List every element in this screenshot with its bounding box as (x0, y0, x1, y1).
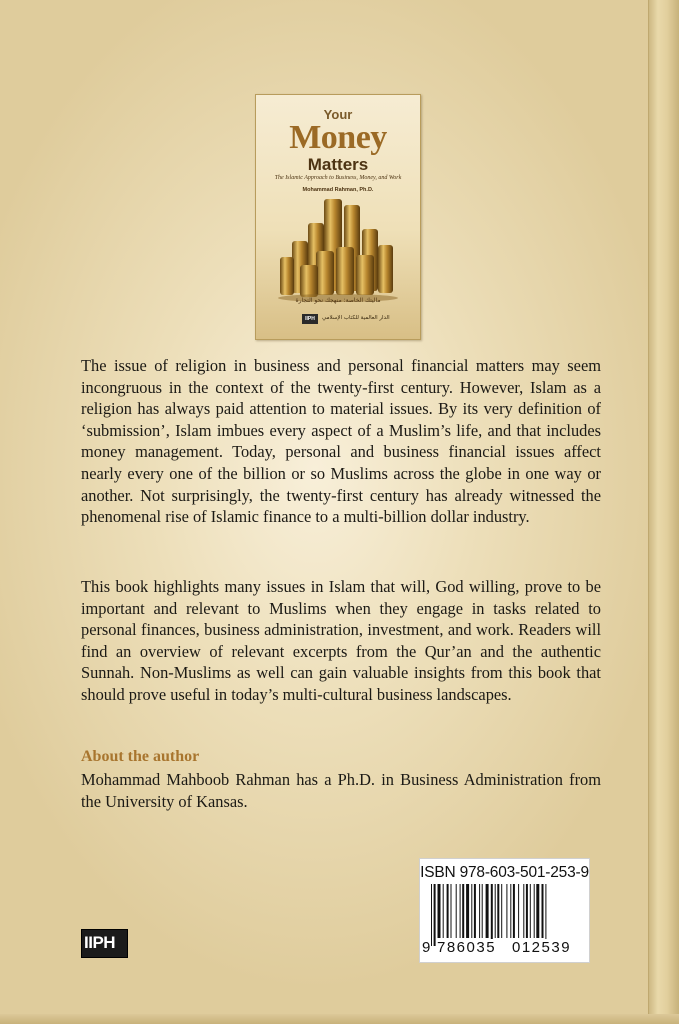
barcode-bar (434, 884, 436, 946)
barcode-bar (506, 884, 507, 938)
barcode-bar (482, 884, 483, 938)
thumbnail-arabic-title: ماليتك الخاصة: منهجك نحو التجارة (295, 297, 381, 304)
thumbnail-subtitle: The Islamic Approach to Business, Money, and Work (274, 175, 402, 181)
thumbnail-title-matters: Matters (307, 155, 369, 174)
barcode-bar (497, 884, 499, 938)
iiph-logo-text: IIPH (84, 933, 116, 952)
thumbnail-title-your: Your (323, 107, 353, 122)
barcode-bar (431, 884, 432, 946)
barcode-bar (456, 884, 457, 938)
barcode-bar (474, 884, 476, 938)
barcode-bar (542, 884, 544, 938)
barcode-bar (536, 884, 539, 938)
barcode-bar (501, 884, 502, 938)
thumbnail-author: Mohammad Rahman, Ph.D. (302, 187, 374, 193)
about-author-heading: About the author (81, 748, 200, 765)
barcode-bar (438, 884, 441, 938)
barcode-bar (471, 884, 472, 938)
barcode-bar (466, 884, 469, 938)
barcode-bar (545, 884, 546, 946)
thumbnail-publisher-arabic: الدار العالمية للكتاب الإسلامي (322, 315, 390, 321)
barcode-bar (451, 884, 452, 938)
about-author-text: Mohammad Mahboob Rahman has a Ph.D. in Business Administration from the University of Kansas. (81, 770, 601, 811)
barcode-digits-group-1: 786035 (437, 939, 497, 956)
description-paragraph-2: This book highlights many issues in Islam that will, God willing, prove to be important and relevant to Muslims when they engage in tasks related to personal finances, business administration, investment, and work. Readers will find an overview of relevant excerpts from the Qur’an and the authentic Sunnah. Non-Muslims as well can gain valuable insights from this book that should prove useful in today’s multi-cultural business landscapes. (81, 577, 601, 704)
barcode-bar (526, 884, 528, 938)
barcode-bar (460, 884, 461, 938)
barcode-bar (491, 884, 493, 946)
barcode-bars (431, 884, 583, 946)
coin-stacks-illustration (276, 195, 400, 303)
barcode-digit-first: 9 (422, 939, 431, 956)
barcode-bar (534, 884, 535, 938)
barcode-bar (513, 884, 515, 938)
barcode-bar (462, 884, 464, 938)
barcode-bar (443, 884, 444, 938)
barcode-bar (486, 884, 489, 938)
thumbnail-publisher-logo: IIPH (302, 314, 318, 324)
barcode-digits-group-2: 012539 (512, 939, 572, 956)
front-cover-thumbnail (255, 94, 421, 340)
barcode-bar (479, 884, 480, 938)
barcode-bar (495, 884, 496, 938)
book-spine-edge (648, 0, 679, 1024)
isbn-number: ISBN 978-603-501-253-9 (420, 864, 589, 881)
barcode-bar (523, 884, 524, 938)
isbn-barcode (419, 858, 590, 963)
barcode-bar (530, 884, 531, 938)
thumbnail-publisher (302, 314, 394, 324)
barcode-bar (518, 884, 519, 938)
iiph-publisher-logo (81, 929, 126, 956)
thumbnail-title-money: Money (289, 119, 387, 156)
barcode-bar (510, 884, 511, 938)
barcode-bar (447, 884, 449, 938)
description-paragraph-1: The issue of religion in business and personal financial matters may seem incongruous in the context of the twenty-first century. However, Islam as a religion has always paid attention to material issues. By its very definition of ‘submission’, Islam imbues every aspect of a Muslim’s life, and that includes money management. Today, personal and business financial issues affect nearly every one of the billion or so Muslims across the globe in one way or another. Not surprisingly, the twenty-first century has already witnessed the phenomenal rise of Islamic finance to a multi-billion dollar industry. (81, 356, 601, 527)
book-bottom-edge (0, 1014, 679, 1024)
